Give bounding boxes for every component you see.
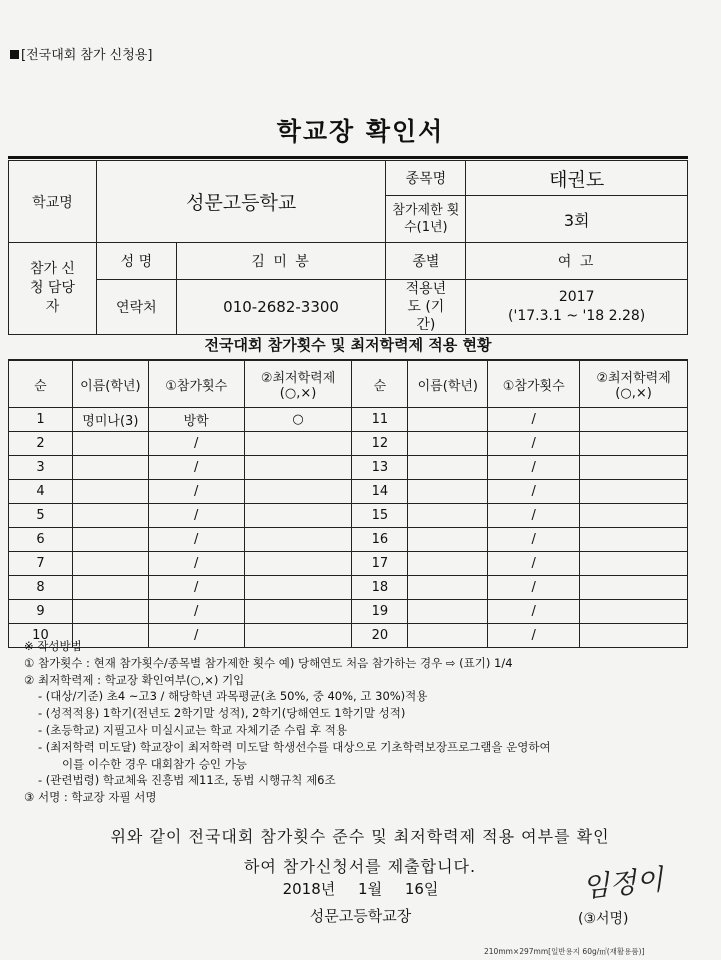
cell-count: /	[148, 552, 244, 576]
cell-name	[408, 456, 488, 480]
cell-no: 9	[9, 600, 73, 624]
event-label: 종목명	[386, 161, 466, 196]
signature-tag: (③서명)	[578, 911, 629, 927]
cell-grade	[580, 432, 688, 456]
table-row	[9, 456, 688, 480]
cell-grade	[580, 528, 688, 552]
cell-count: /	[488, 432, 580, 456]
cell-name	[72, 432, 148, 456]
name-value: 김 미 봉	[176, 243, 386, 280]
cell-name: 명미나(3)	[72, 408, 148, 432]
form-type-tag	[10, 44, 152, 63]
cell-count: /	[488, 600, 580, 624]
contact-value: 010-2682-3300	[176, 280, 386, 335]
note-2: ② 최저학력제 : 학교장 확인여부(○,×) 기입	[24, 672, 245, 687]
limit-value: 3회	[466, 196, 688, 243]
col-grade: ②최저학력제 (○,×)	[580, 361, 688, 408]
note-2-sub-4-cont: 이를 이수한 경우 대회참가 승인 가능	[62, 756, 247, 771]
cell-name	[408, 432, 488, 456]
cell-grade	[580, 456, 688, 480]
cell-no: 10	[9, 624, 73, 648]
cell-name	[408, 480, 488, 504]
cell-no: 15	[352, 504, 408, 528]
cell-count: /	[148, 432, 244, 456]
table-row	[9, 576, 688, 600]
cell-count: /	[488, 528, 580, 552]
cell-no: 2	[9, 432, 73, 456]
cell-no: 16	[352, 528, 408, 552]
cell-count: /	[488, 504, 580, 528]
table-row	[9, 504, 688, 528]
table-row	[9, 408, 688, 432]
name-label: 성 명	[96, 243, 176, 280]
cell-name	[408, 552, 488, 576]
signer-title: 성문고등학교장	[309, 907, 412, 925]
handwritten-signature: 임정이	[580, 862, 665, 905]
cell-grade	[244, 480, 352, 504]
col-name: 이름(학년)	[408, 361, 488, 408]
cell-grade	[244, 528, 352, 552]
cell-no: 11	[352, 408, 408, 432]
note-2-sub-2: - (성적적용) 1학기(전년도 2학기말 성적), 2학기(당해연도 1학기말 성적)	[38, 706, 406, 721]
cell-count: /	[148, 576, 244, 600]
year-period: ('17.3.1 ~ '18 2.28)	[508, 308, 646, 324]
cell-name	[408, 504, 488, 528]
cell-name	[408, 600, 488, 624]
cell-count: /	[488, 408, 580, 432]
cell-name	[408, 528, 488, 552]
closing-line-2: 하여 참가신청서를 제출합니다.	[243, 857, 477, 876]
cell-name	[72, 528, 148, 552]
year-cell	[466, 280, 688, 335]
cell-name	[72, 504, 148, 528]
school-label: 학교명	[9, 161, 97, 243]
form-type-label: [전국대회 참가 신청용]	[21, 48, 153, 63]
instructions-heading: ※ 작성방법	[24, 639, 82, 653]
cell-no: 5	[9, 504, 73, 528]
cell-count: /	[148, 504, 244, 528]
cell-grade	[244, 504, 352, 528]
cell-no: 13	[352, 456, 408, 480]
cell-count: /	[148, 600, 244, 624]
school-name: 성문고등학교	[96, 161, 385, 243]
document-title: 학교장 확인서	[276, 117, 445, 146]
col-count: ①참가횟수	[488, 361, 580, 408]
cell-grade	[244, 456, 352, 480]
col-no: 순	[9, 361, 73, 408]
cell-grade: ○	[244, 408, 352, 432]
person-label: 참가 신청 담당자	[9, 243, 97, 335]
table-row	[9, 600, 688, 624]
cell-no: 18	[352, 576, 408, 600]
note-2-sub-1: - (대상/기준) 초4 ~고3 / 해당학년 과목평균(초 50%, 중 40%, 고 30%)적용	[38, 689, 428, 704]
cell-no: 8	[9, 576, 73, 600]
table-row	[9, 528, 688, 552]
cell-no: 7	[9, 552, 73, 576]
note-1: ① 참가횟수 : 현재 참가횟수/종목별 참가제한 횟수 예) 당해연도 처음 참가하는 경우 ⇨ (표기) 1/4	[24, 655, 513, 670]
cell-no: 1	[9, 408, 73, 432]
year-label: 적용년도 (기간)	[386, 280, 466, 335]
closing-line-1: 위와 같이 전국대회 참가횟수 준수 및 최저학력제 적용 여부를 확인	[110, 827, 610, 846]
cell-no: 19	[352, 600, 408, 624]
cell-count: /	[148, 480, 244, 504]
status-subtitle: 전국대회 참가횟수 및 최저학력제 적용 현황	[8, 331, 688, 360]
cell-name	[408, 576, 488, 600]
cell-grade	[244, 432, 352, 456]
cell-name	[72, 456, 148, 480]
table-row	[9, 480, 688, 504]
participation-table	[8, 360, 688, 648]
category-label: 종별	[386, 243, 466, 280]
cell-grade	[244, 576, 352, 600]
cell-no: 6	[9, 528, 73, 552]
category-value: 여 고	[466, 243, 688, 280]
contact-label: 연락처	[96, 280, 176, 335]
cell-grade	[244, 600, 352, 624]
cell-name	[408, 408, 488, 432]
info-table	[8, 160, 688, 335]
cell-count: 방학	[148, 408, 244, 432]
cell-no: 14	[352, 480, 408, 504]
cell-grade	[580, 408, 688, 432]
cell-no: 12	[352, 432, 408, 456]
paper-spec-footer: 210mm×297mm[일반용지 60g/㎡(재활용품)]	[484, 947, 645, 956]
cell-no: 20	[352, 624, 408, 648]
cell-name	[72, 552, 148, 576]
event-name: 태권도	[466, 161, 688, 196]
cell-name	[72, 480, 148, 504]
cell-count: /	[148, 456, 244, 480]
instructions	[24, 638, 694, 806]
cell-no: 4	[9, 480, 73, 504]
title-divider	[8, 156, 688, 159]
submission-date: 2018년 1월 16일	[282, 880, 439, 898]
cell-count: /	[148, 528, 244, 552]
col-name: 이름(학년)	[72, 361, 148, 408]
year-value: 2017	[558, 289, 595, 305]
cell-grade	[580, 480, 688, 504]
note-2-sub-4: - (최저학력 미도달) 학교장이 최저학력 미도달 학생선수를 대상으로 기초학력보장프로그램을 운영하여	[38, 739, 551, 754]
cell-grade	[244, 552, 352, 576]
limit-label: 참가제한 횟수(1년)	[386, 196, 466, 243]
cell-grade	[580, 600, 688, 624]
cell-count: /	[488, 624, 580, 648]
col-count: ①참가횟수	[148, 361, 244, 408]
cell-grade	[580, 552, 688, 576]
square-bullet-icon	[10, 50, 19, 59]
note-3: ③ 서명 : 학교장 자필 서명	[24, 790, 157, 805]
note-2-sub-3: - (초등학교) 지필고사 미실시교는 학교 자체기준 수립 후 적용	[38, 722, 347, 737]
col-grade: ②최저학력제 (○,×)	[244, 361, 352, 408]
table-row	[9, 432, 688, 456]
cell-count: /	[488, 456, 580, 480]
cell-name	[72, 576, 148, 600]
cell-grade	[580, 504, 688, 528]
cell-count: /	[148, 624, 244, 648]
cell-no: 17	[352, 552, 408, 576]
cell-count: /	[488, 576, 580, 600]
cell-name	[72, 600, 148, 624]
cell-count: /	[488, 552, 580, 576]
note-2-sub-5: - (관련법령) 학교체육 진흥법 제11조, 동법 시행규칙 제6조	[38, 773, 336, 788]
cell-no: 3	[9, 456, 73, 480]
table-row	[9, 552, 688, 576]
cell-count: /	[488, 480, 580, 504]
cell-grade	[580, 576, 688, 600]
col-no: 순	[352, 361, 408, 408]
